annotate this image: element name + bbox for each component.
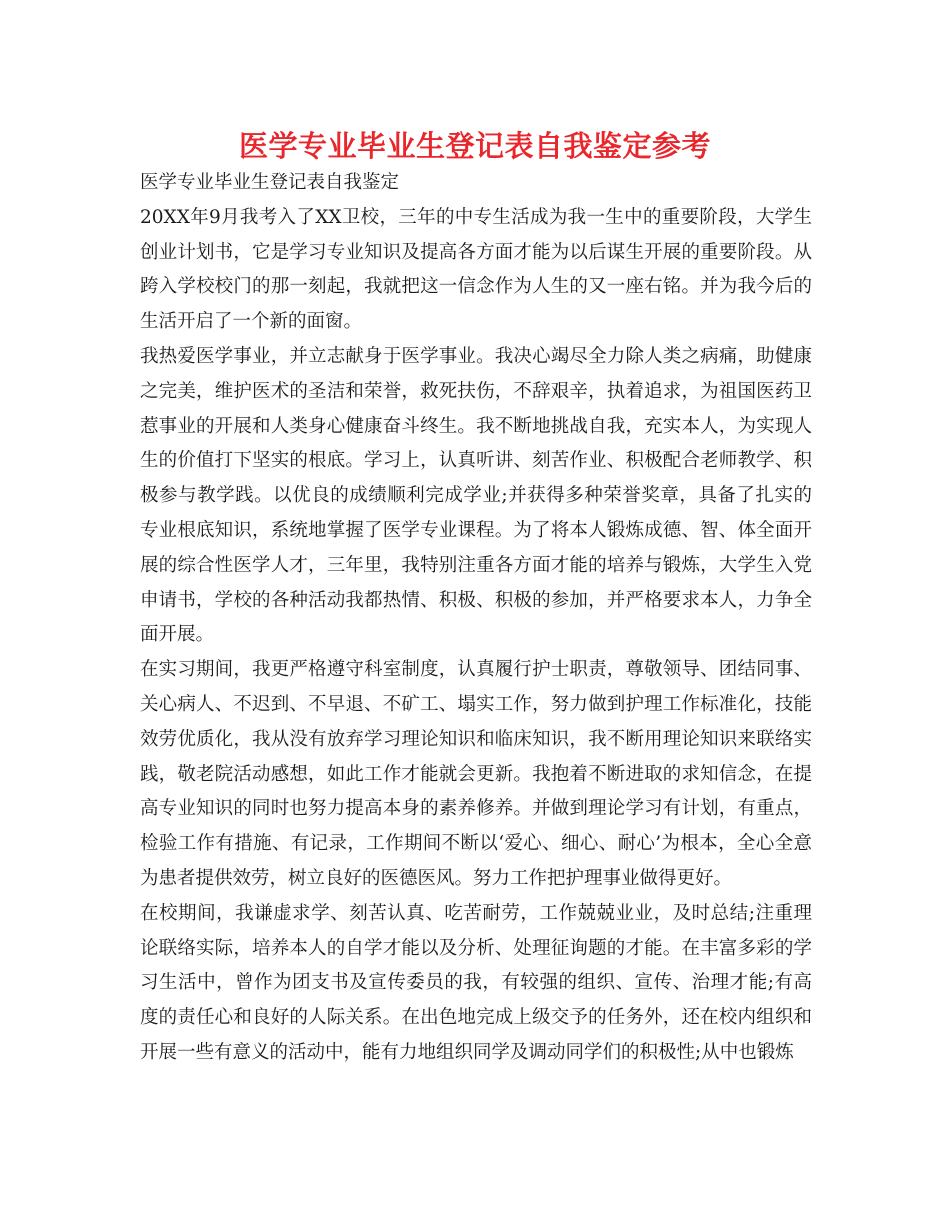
- paragraph-2: 我热爱医学事业，并立志献身于医学事业。我决心竭尽全力除人类之病痛，助健康之完美，维护医术的圣洁和荣誉，救死扶伤，不辞艰辛，执着追求，为祖国医药卫惹事业的开展和人类身心健康奋斗终生。我不断地挑战自我，充实本人，为实现人生的价值打下坚实的根底。学习上，认真听讲、刻苦作业、积极配合老师教学、积极参与教学践。以优良的成绩顺利完成学业;并获得多种荣誉奖章，具备了扎实的专业根底知识，系统地掌握了医学专业课程。为了将本人锻炼成德、智、体全面开展的综合性医学人才，三年里，我特别注重各方面才能的培养与锻炼，大学生入党申请书，学校的各种活动我都热情、积极、积极的参加，并严格要求本人，力争全面开展。: [140, 345, 812, 646]
- paragraph-3: 在实习期间，我更严格遵守科室制度，认真履行护士职责，尊敬领导、团结同事、关心病人、不迟到、不早退、不矿工、塌实工作，努力做到护理工作标准化，技能效劳优质化，我从没有放弃学习理论知识和临床知识，我不断用理论知识来联络实践，敬老院活动感想，如此工作才能就会更新。我抱着不断进取的求知信念，在提高专业知识的同时也努力提高本身的素养修养。并做到理论学习有计划，有重点，检验工作有措施、有记录，工作期间不断以‘爱心、细心、耐心’为根本，全心全意为患者提供效劳，树立良好的医德医风。努力工作把护理事业做得更好。: [140, 659, 812, 889]
- document-subtitle: 医学专业毕业生登记表自我鉴定: [140, 172, 400, 193]
- document-body: [140, 166, 812, 1071]
- document-title: 医学专业毕业生登记表自我鉴定参考: [238, 129, 711, 163]
- paragraph-4: 在校期间，我谦虚求学、刻苦认真、吃苦耐劳，工作兢兢业业，及时总结;注重理论联络实际，培养本人的自学才能以及分析、处理征询题的才能。在丰富多彩的学习生活中，曾作为团支书及宣传委员的我，有较强的组织、宣传、治理才能;有高度的责任心和良好的人际关系。在出色地完成上级交予的任务外，还在校内组织和开展一些有意义的活动中，能有力地组织同学及调动同学们的积极性;从中也锻炼: [140, 902, 812, 1063]
- paragraph-1: 20XX年9月我考入了XX卫校，三年的中专生活成为我一生中的重要阶段，大学生创业计划书，它是学习专业知识及提高各方面才能为以后谋生开展的重要阶段。从跨入学校校门的那一刻起，我就把这一信念作为人生的又一座右铭。并为我今后的生活开启了一个新的面窗。: [140, 206, 812, 333]
